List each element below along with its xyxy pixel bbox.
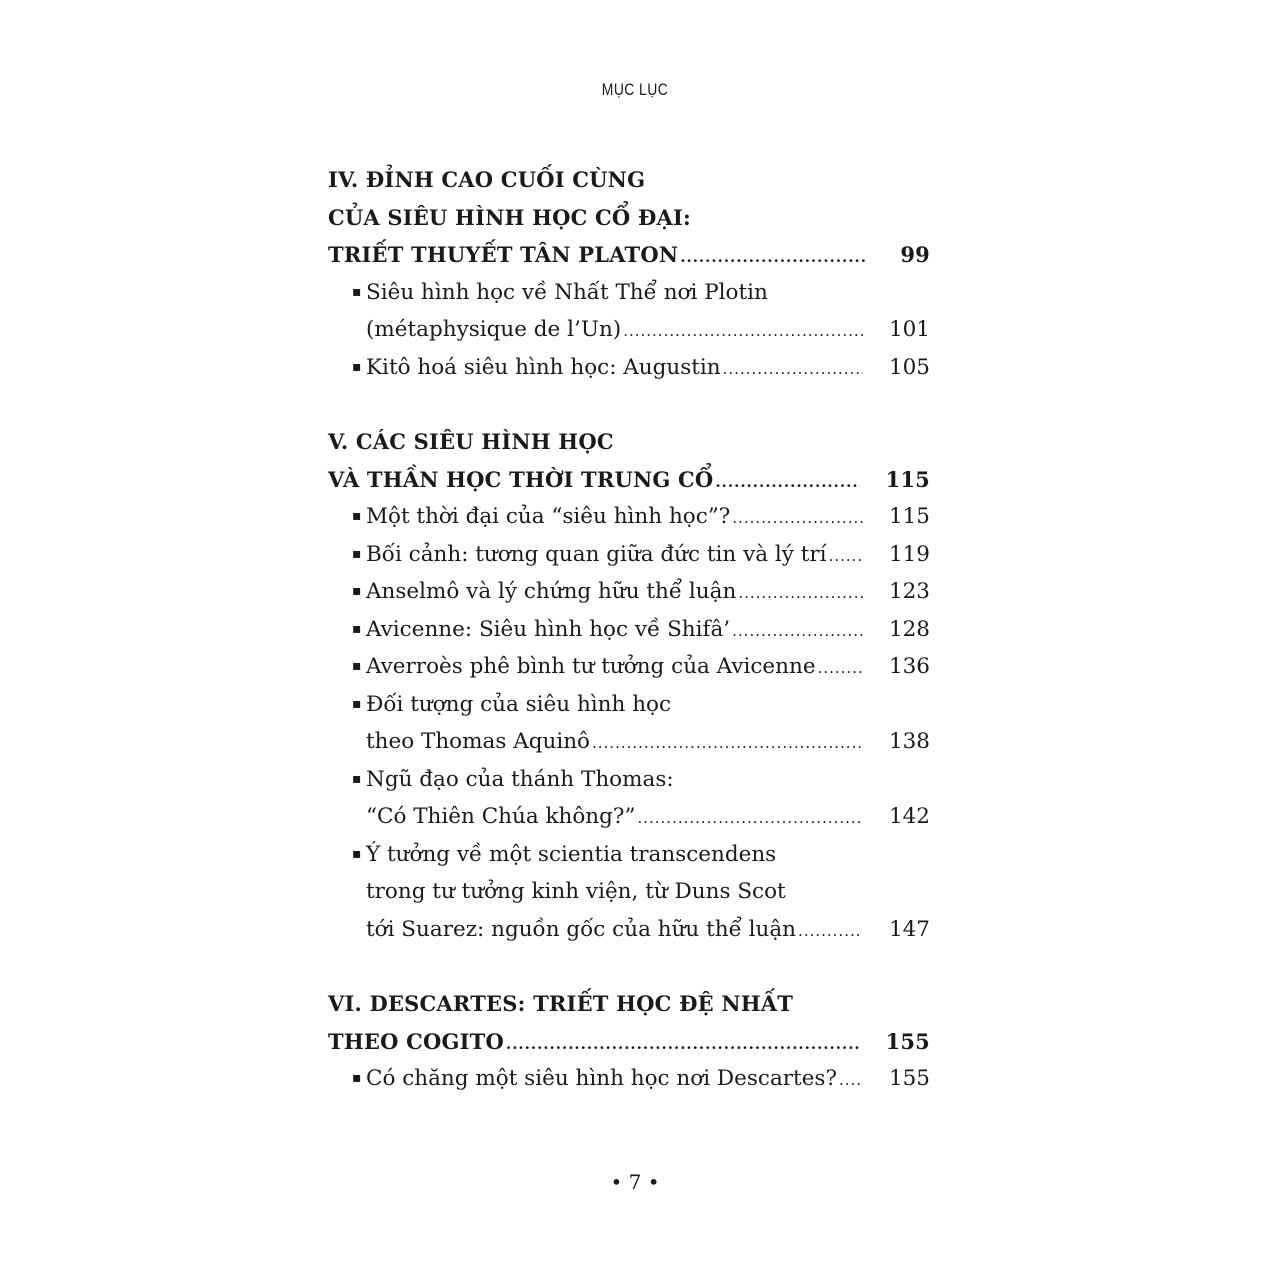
dot-leader (798, 913, 863, 951)
dot-leader (732, 613, 863, 651)
toc-entry-text: Có chăng một siêu hình học nơi Descartes? (366, 1066, 837, 1091)
dot-leader (623, 313, 863, 351)
toc-entry-text: (métaphysique de l’Un) (366, 317, 622, 342)
dot-leader (723, 351, 863, 389)
toc-entry-line (328, 911, 930, 949)
toc-entry-line (328, 648, 930, 686)
toc-entry-line (328, 311, 930, 349)
entry-page-number: 123 (888, 579, 930, 604)
toc-entry-line (328, 1060, 930, 1098)
dot-leader (506, 1026, 860, 1064)
chapter-heading-line (328, 461, 930, 499)
toc-entry-text: trong tư tưởng kinh viện, từ Duns Scot (366, 879, 786, 904)
chapter-heading-text: VI. DESCARTES: TRIẾT HỌC ĐỆ NHẤT (328, 991, 794, 1016)
square-bullet-icon: ▪ (352, 658, 362, 674)
toc-entry-line (328, 573, 930, 611)
toc-entry-line (328, 611, 930, 649)
chapter-heading-text: CỦA SIÊU HÌNH HỌC CỔ ĐẠI: (328, 204, 691, 230)
toc-entry-text: theo Thomas Aquinô (366, 729, 590, 754)
dot-leader (592, 725, 863, 763)
chapter-page-number: 155 (885, 1028, 930, 1054)
toc-entry-text: Ngũ đạo của thánh Thomas: (366, 766, 674, 792)
toc-entry-text: Một thời đại của “siêu hình học”? (366, 504, 731, 529)
toc-entry-text: Siêu hình học về Nhất Thể nơi Plotin (366, 279, 768, 305)
chapter-heading-text: TRIẾT THUYẾT TÂN PLATON (328, 242, 679, 267)
chapter-heading-text: VÀ THẦN HỌC THỜI TRUNG CỔ (328, 466, 714, 492)
entry-page-number: 136 (888, 654, 930, 679)
toc-section (328, 985, 930, 1098)
toc-entry-line (328, 349, 930, 387)
toc-entry-text: tới Suarez: nguồn gốc của hữu thể luận (366, 916, 797, 942)
chapter-heading-line (328, 423, 930, 461)
dot-leader (829, 538, 863, 576)
chapter-heading-line (328, 1023, 930, 1061)
chapter-heading-text: THEO COGITO (328, 1028, 504, 1054)
chapter-heading-text: V. CÁC SIÊU HÌNH HỌC (328, 429, 614, 454)
dot-leader (680, 239, 868, 277)
entry-page-number: 147 (888, 916, 930, 942)
square-bullet-icon: ▪ (352, 283, 362, 300)
toc-entry-text: Ý tưởng về một scientia transcendens (366, 841, 777, 867)
toc-entry-line (328, 536, 930, 574)
entry-page-number: 128 (888, 616, 930, 642)
toc-entry-line (328, 836, 930, 874)
toc-entry-line (328, 498, 930, 536)
square-bullet-icon: ▪ (352, 508, 362, 524)
toc-entry-text: Kitô hoá siêu hình học: Augustin (366, 354, 721, 380)
toc-section (328, 161, 930, 386)
dot-leader (818, 650, 863, 688)
chapter-heading-line (328, 985, 930, 1023)
entry-page-number: 142 (888, 804, 930, 829)
page-number: • 7 • (610, 1170, 660, 1194)
toc-entry-line (328, 873, 930, 911)
square-bullet-icon: ▪ (352, 695, 362, 712)
square-bullet-icon: ▪ (352, 845, 362, 862)
toc-entry-line (328, 274, 930, 312)
chapter-heading-line (328, 199, 930, 237)
square-bullet-icon: ▪ (352, 358, 362, 375)
entry-page-number: 105 (888, 354, 930, 380)
table-of-contents (328, 161, 930, 1135)
toc-entry-text: Anselmô và lý chứng hữu thể luận (366, 579, 737, 604)
dot-leader (732, 500, 863, 538)
toc-entry-text: Avicenne: Siêu hình học về Shifâ’ (366, 616, 731, 642)
chapter-heading-text: IV. ĐỈNH CAO CUỐI CÙNG (328, 167, 646, 192)
dot-leader (637, 800, 863, 838)
toc-entry-text: Averroès phê bình tư tưởng của Avicenne (366, 654, 816, 679)
toc-entry-text: Bối cảnh: tương quan giữa đức tin và lý trí (366, 541, 827, 567)
toc-entry-line (328, 798, 930, 836)
chapter-page-number: 115 (885, 466, 930, 492)
square-bullet-icon: ▪ (352, 770, 362, 787)
toc-section (328, 423, 930, 948)
entry-page-number: 138 (888, 729, 930, 754)
toc-entry-line (328, 723, 930, 761)
entry-page-number: 115 (888, 504, 930, 529)
square-bullet-icon: ▪ (352, 545, 362, 562)
chapter-heading-line (328, 236, 930, 274)
toc-entry-text: Đối tượng của siêu hình học (366, 691, 672, 717)
square-bullet-icon: ▪ (352, 1070, 362, 1086)
entry-page-number: 119 (888, 541, 930, 567)
dot-leader (839, 1062, 863, 1100)
entry-page-number: 155 (888, 1066, 930, 1091)
running-head: MỤC LỤC (601, 80, 669, 99)
square-bullet-icon: ▪ (352, 583, 362, 599)
dot-leader (738, 575, 863, 613)
entry-page-number: 101 (888, 317, 930, 342)
dot-leader (715, 464, 859, 502)
square-bullet-icon: ▪ (352, 620, 362, 637)
toc-entry-line (328, 686, 930, 724)
chapter-heading-line (328, 161, 930, 199)
chapter-page-number: 99 (900, 242, 930, 267)
toc-entry-line (328, 761, 930, 799)
toc-entry-text: “Có Thiên Chúa không?” (366, 804, 636, 829)
